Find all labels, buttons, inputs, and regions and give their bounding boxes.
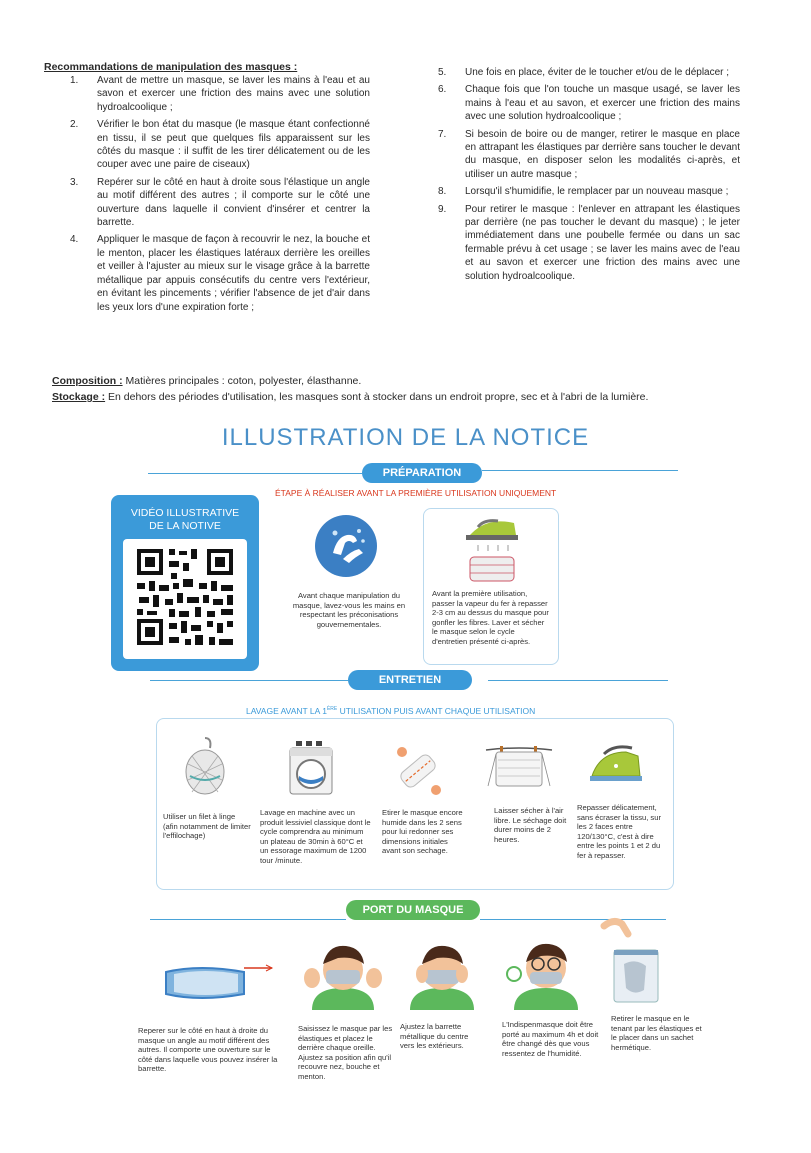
divider xyxy=(148,473,362,474)
entretien-step1-text: Utiliser un filet à linge (afin notamment de limiter l'effilochage) xyxy=(163,812,251,841)
entretien-pill: ENTRETIEN xyxy=(348,670,472,690)
composition-line: Composition : Matières principales : coton, polyester, élasthanne. xyxy=(52,375,362,387)
list-item: 2. Vérifier le bon état du masque (le masque étant confectionné en tissu, il se peut que quelques fils apparaissent sur les côtés du masque : il suffit de les tirer délicatement ou de les couper avec une paire de ciseaux) xyxy=(70,119,370,171)
divider xyxy=(150,680,348,681)
illustration-title: ILLUSTRATION DE LA NOTICE xyxy=(221,424,590,451)
stockage-line: Stockage : En dehors des périodes d'utilisation, les masques sont à stocker dans un endroit propre, sec et à l'abri de la lumière. xyxy=(52,391,649,403)
preparation-pill: PRÉPARATION xyxy=(362,463,482,483)
entretien-step5-text: Repasser délicatement, sans écraser la tissu, sur les 2 faces entre 120/130°C, c'est à dire entre les points 1 et 2 du fer à repasser. xyxy=(577,803,661,860)
prep-step2-card xyxy=(423,508,559,665)
drying-line-icon xyxy=(484,740,554,798)
preparation-subtitle: ÉTAPE À RÉALISER AVANT LA PREMIÈRE UTILISATION UNIQUEMENT xyxy=(275,488,557,498)
entretien-step4-text: Laisser sécher à l'air libre. Le séchage doit durer moins de 2 heures. xyxy=(494,806,567,844)
recommendations-title: Recommandations de manipulation des masques : xyxy=(44,61,298,73)
list-item: 4. Appliquer le masque de façon à recouvrir le nez, la bouche et le menton, placer les élastiques latéraux derrière les oreilles et veiller à l'ajuster au mieux sur le visage grâce à la barrette métallique par appuis consécutifs du centre vers l'extérieur, en évitant les pincements ; vérifier l'absence de jet d'air dans les yeux lors d'une expiration forte ; xyxy=(70,234,370,313)
laundry-net-icon xyxy=(182,734,228,798)
divider xyxy=(482,470,678,471)
list-item: 7. Si besoin de boire ou de manger, retirer le masque en place en attrapant les élastiques par derrière sans toucher le devant du masque, en disposer selon les modalités ci-après, et utiliser un autre masque ; xyxy=(438,128,740,180)
man-adjusting-mask-icon xyxy=(400,938,484,1010)
entretien-step2-text: Lavage en machine avec un produit lessiviel classique dont le cycle comprendra au minimum un plateau de 30min à 60°C et un essorage maximum de 1200 tour /minute. xyxy=(260,808,371,865)
video-card xyxy=(111,495,259,671)
prep-step1-text: Avant chaque manipulation du masque, lavez-vous les mains en respectant les préconisations gouvernementales. xyxy=(292,591,406,629)
port-step4-text: L'Indispenmasque doit être porté au maximum 4h et doit être changé dès que vous ressentez de l'humidité. xyxy=(502,1020,599,1058)
list-item: 9. Pour retirer le masque : l'enlever en attrapant les élastiques par derrière (ne pas toucher le devant du masque) ; le jeter immédiatement dans une poubelle fermée ou dans un sac fermable prévu à cet usage ; se laver les mains avec de l'eau et au savon et exercer une friction des mains avec une solution hydroalcoolique. xyxy=(438,203,740,282)
prep-step2-text: Avant la première utilisation, passer la vapeur du fer à repasser 2-3 cm au dessus du masque pour gonfler les fibres. Laver et sécher le masque selon le cycle d'entretien présenté ci-après. xyxy=(432,589,549,646)
entretien-subtitle: LAVAGE AVANT LA 1ÈRE UTILISATION PUIS AVANT CHAQUE UTILISATION xyxy=(246,706,536,716)
qr-code[interactable] xyxy=(123,539,247,659)
iron-icon xyxy=(586,742,644,786)
recommendations-left-column xyxy=(70,74,370,318)
stretch-mask-icon xyxy=(390,744,446,798)
list-item: 8. Lorsqu'il s'humidifie, le remplacer par un nouveau masque ; xyxy=(438,186,729,198)
list-item: 1. Avant de mettre un masque, se laver les mains à l'eau et au savon et exercer une friction des mains avec une solution hydroalcoolique ; xyxy=(70,75,370,113)
port-step2-text: Saisissez le masque par les élastiques et placez le derrière chaque oreille. Ajustez sa position afin qu'il recouvre nez, bouche et menton. xyxy=(298,1024,393,1081)
port-step5-text: Retirer le masque en le tenant par les élastiques et le placer dans un sachet hermétique. xyxy=(611,1014,702,1052)
bag-icon xyxy=(600,916,664,1006)
list-item: 3. Repérer sur le côté en haut à droite sous l'élastique un angle au motif différent des autres ; il comporte sur le côté une ouverture dans laquelle il convient d'insérer et centrer la barrette. xyxy=(70,176,370,229)
steam-iron-icon xyxy=(458,513,526,587)
qr-code-icon xyxy=(123,539,247,659)
port-pill: PORT DU MASQUE xyxy=(346,900,480,920)
list-item: 6. Chaque fois que l'on touche un masque usagé, se laver les mains à l'eau et au savon, et exercer une friction des mains avec une solution hydroalcoolique ; xyxy=(438,84,740,123)
port-step1-text: Reperer sur le côté en haut à droite du masque un angle au motif différent des autres. Il comporte une ouverture sur le côté dans laquelle vous pouvez insérer la barrette. xyxy=(138,1026,278,1074)
video-title: VIDÉO ILLUSTRATIVE DE LA NOTIVE xyxy=(130,507,240,532)
port-step3-text: Ajustez la barrette métallique du centre vers les extérieurs. xyxy=(400,1022,469,1051)
entretien-step3-text: Etirer le masque encore humide dans les 2 sens pour lui redonner ses dimensions initiales avant son sechage. xyxy=(382,808,463,856)
list-item: 5. Une fois en place, éviter de le toucher et/ou de le déplacer ; xyxy=(438,67,730,78)
mask-icon xyxy=(160,958,280,1002)
handwash-icon xyxy=(313,513,379,579)
man-with-glasses-icon xyxy=(504,934,588,1010)
man-placing-mask-icon xyxy=(298,938,388,1010)
divider xyxy=(150,919,346,920)
washing-machine-icon xyxy=(288,740,334,796)
recommendations-right-column xyxy=(438,66,740,287)
divider xyxy=(488,680,668,681)
